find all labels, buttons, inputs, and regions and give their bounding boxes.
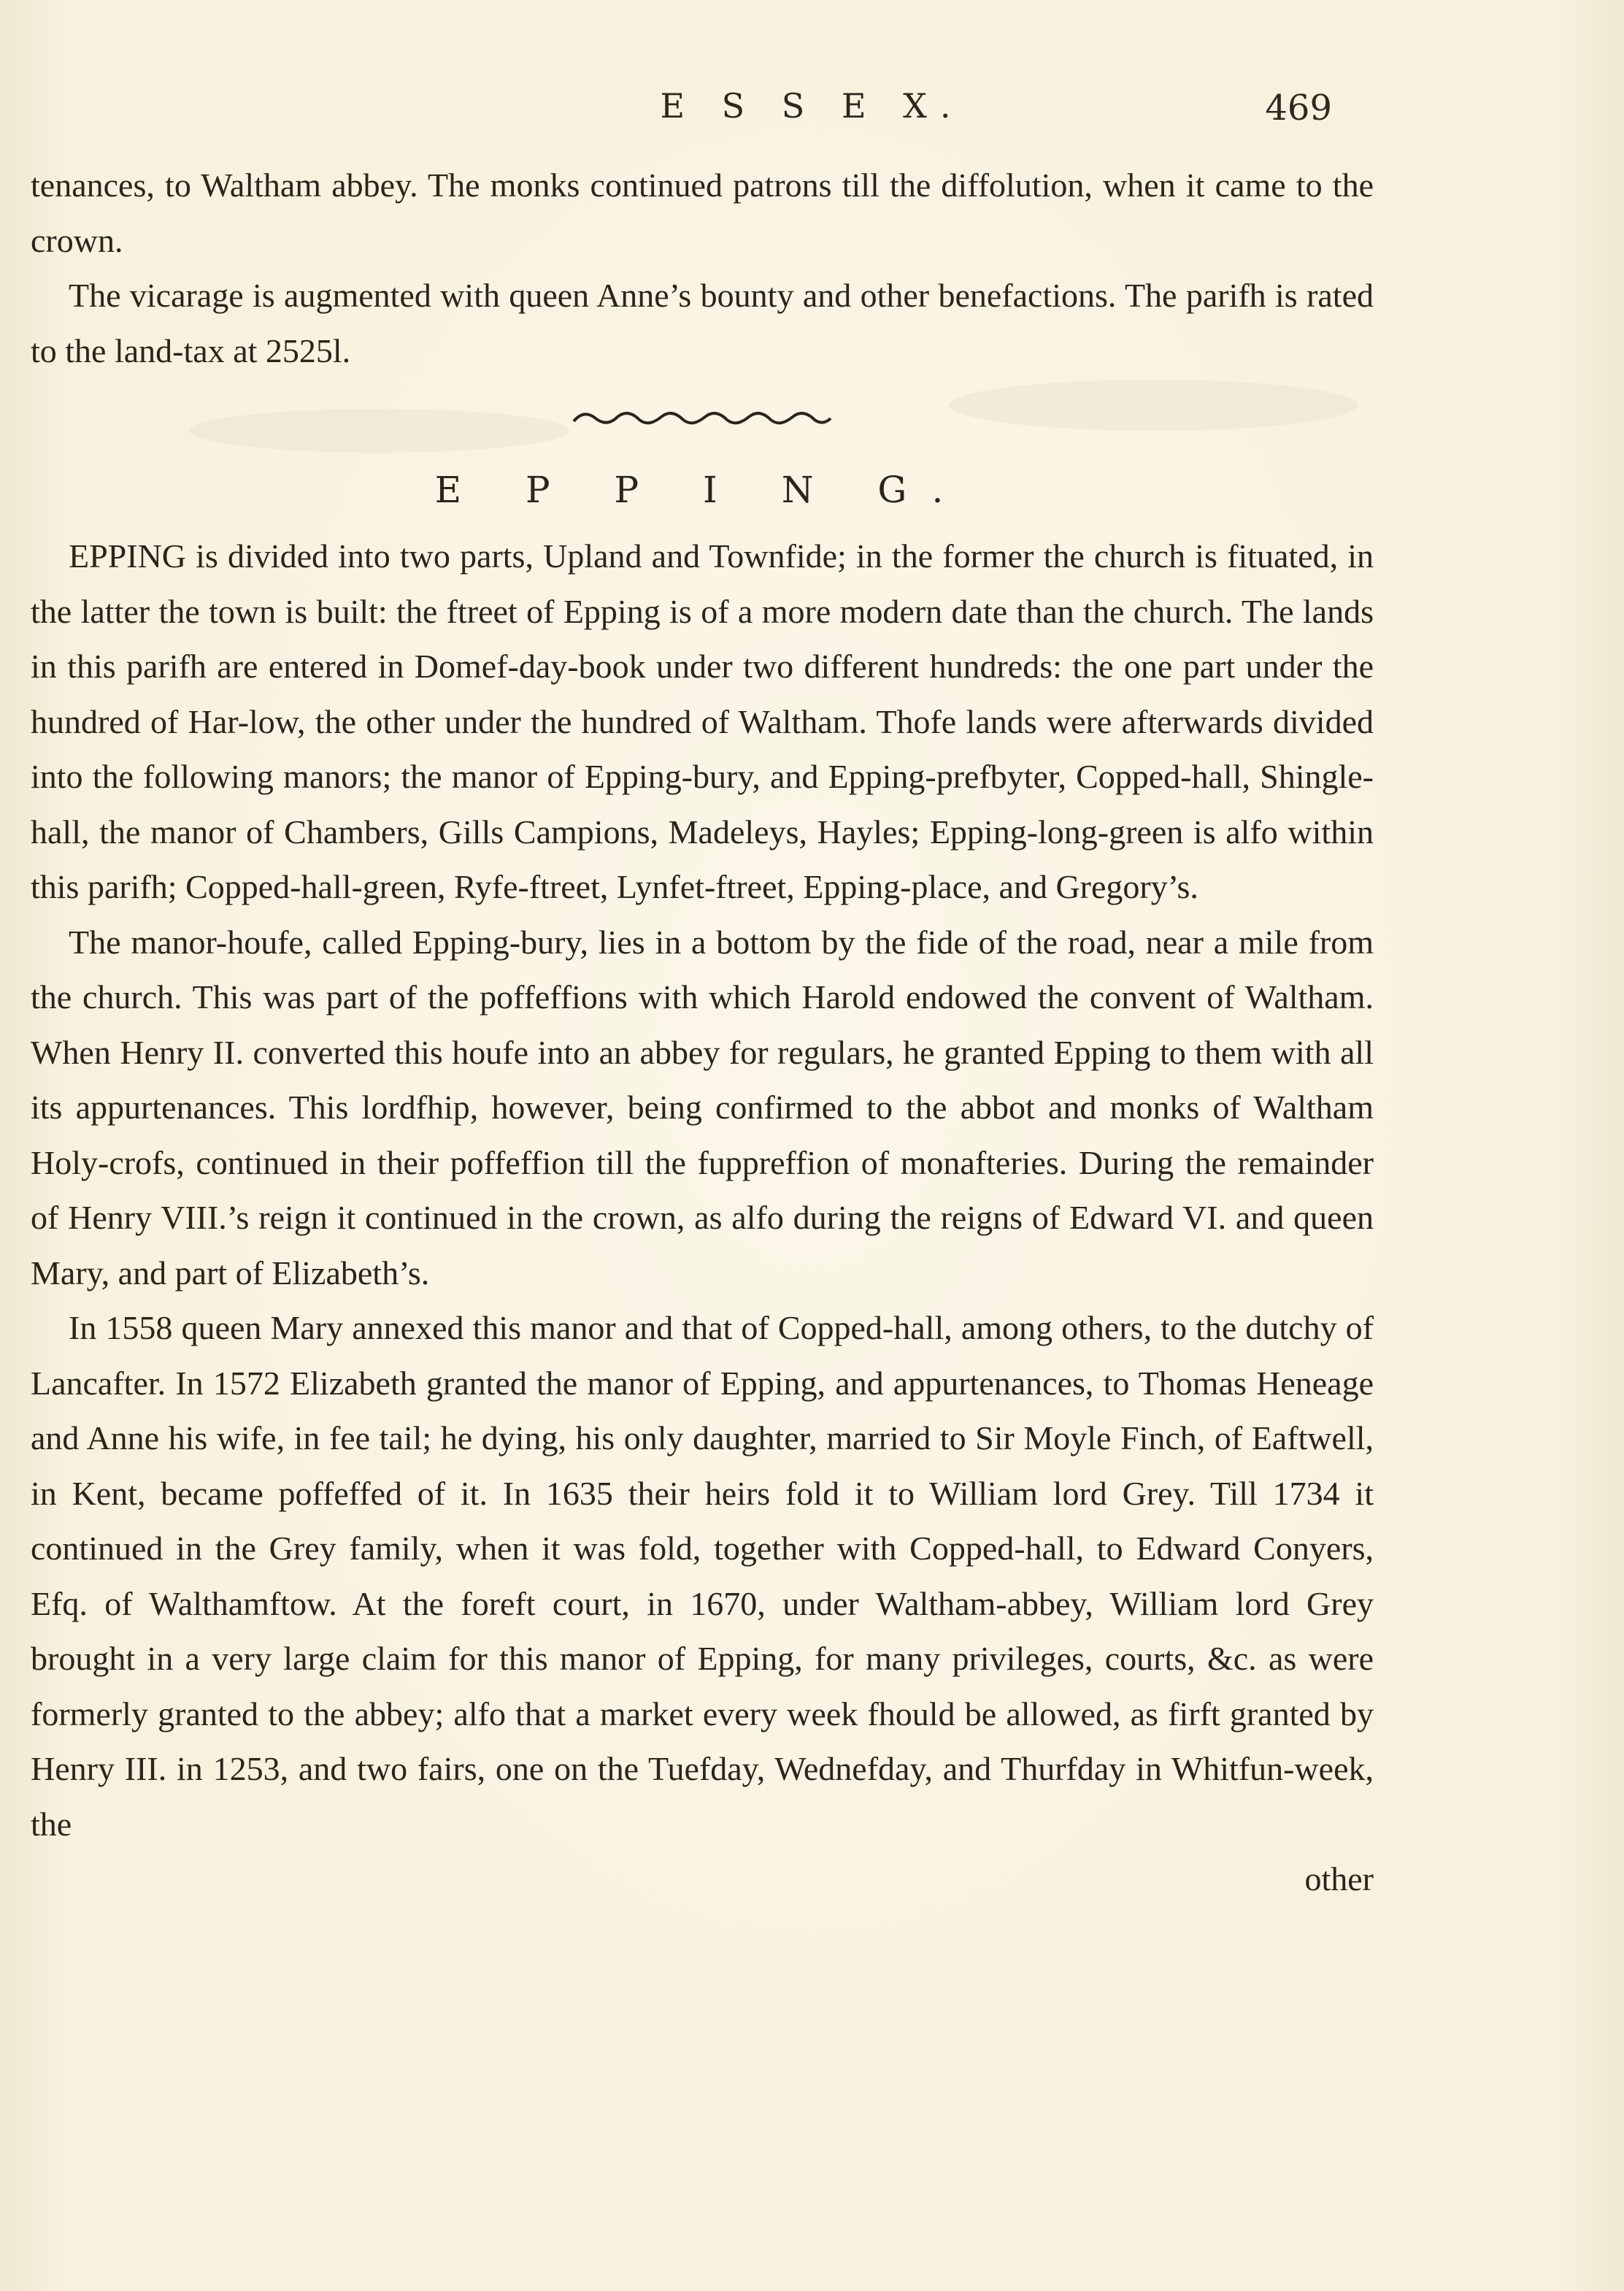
- running-title: E S S E X.: [660, 86, 964, 126]
- paragraph: The manor-houfe, called Epping-bury, lies in a bottom by the fide of the road, near a mile from the church. This was part of the poffeffions with which Harold endowed the convent of Waltham. When Henry II. converted this houfe into an abbey for regulars, he granted Epping to them with all its appurtenances. This lordfhip, however, being confirmed to the abbot and monks of Waltham Holy-crofs, continued in their poffeffion till the fuppreffion of monafteries. During the remainder of Henry VIII.’s reign it continued in the crown, as alfo during the reigns of Edward VI. and queen Mary, and part of Elizabeth’s.: [31, 923, 1374, 1292]
- paragraph: In 1558 queen Mary annexed this manor and that of Copped-hall, among others, to the dutchy of Lancafter. In 1572 Elizabeth granted the manor of Epping, and appurtenances, to Thomas Heneage and Anne his wife, in fee tail; he dying, his only daughter, married to Sir Moyle Finch, of Eaftwell, in Kent, became poffeffed of it. In 1635 their heirs fold it to William lord Grey. Till 1734 it continued in the Grey family, when it was fold, together with Copped-hall, to Edward Conyers, Efq. of Walthamftow. At the foreft court, in 1670, under Waltham-abbey, William lord Grey brought in a very large claim for this manor of Epping, for many privileges, courts, &c. as were formerly granted to the abbey; alfo that a market every week fhould be allowed, as firft granted by Henry III. in 1253, and two fairs, one on the Tuefday, Wednefday, and Thurfday in Whitfun-week, the: [31, 1309, 1374, 1843]
- paragraph: EPPING is divided into two parts, Upland and Townfide; in the former the church is fituated, in the latter the town is built: the ftreet of Epping is of a more modern date than the church. The lands in this parifh are entered in Domef-day-book under two different hundreds: the one part under the hundred of Har-low, the other under the hundred of Waltham. Thofe lands were afterwards divided into the following manors; the manor of Epping-bury, and Epping-prefbyter, Copped-hall, Shingle-hall, the manor of Chambers, Gills Campions, Madeleys, Hayles; Epping-long-green is alfo within this parifh; Copped-hall-green, Ryfe-ftreet, Lynfet-ftreet, Epping-place, and Gregory’s.: [31, 537, 1374, 905]
- text-block: [31, 158, 1374, 1907]
- catchword: other: [1304, 1860, 1374, 1897]
- ornament-divider: [31, 378, 1374, 451]
- ornament-rule-icon: [571, 410, 834, 427]
- catchword-row: [31, 1851, 1374, 1907]
- paragraph: The vicarage is augmented with queen Anne’s bounty and other benefactions. The parifh is rated to the land-tax at 2525l.: [31, 277, 1374, 369]
- running-head: [29, 86, 1595, 137]
- page-number: 469: [1265, 88, 1332, 128]
- paragraph: tenances, to Waltham abbey. The monks continued patrons till the diffolution, when it came to the crown.: [31, 166, 1374, 259]
- section-heading: E P P I N G.: [434, 469, 970, 511]
